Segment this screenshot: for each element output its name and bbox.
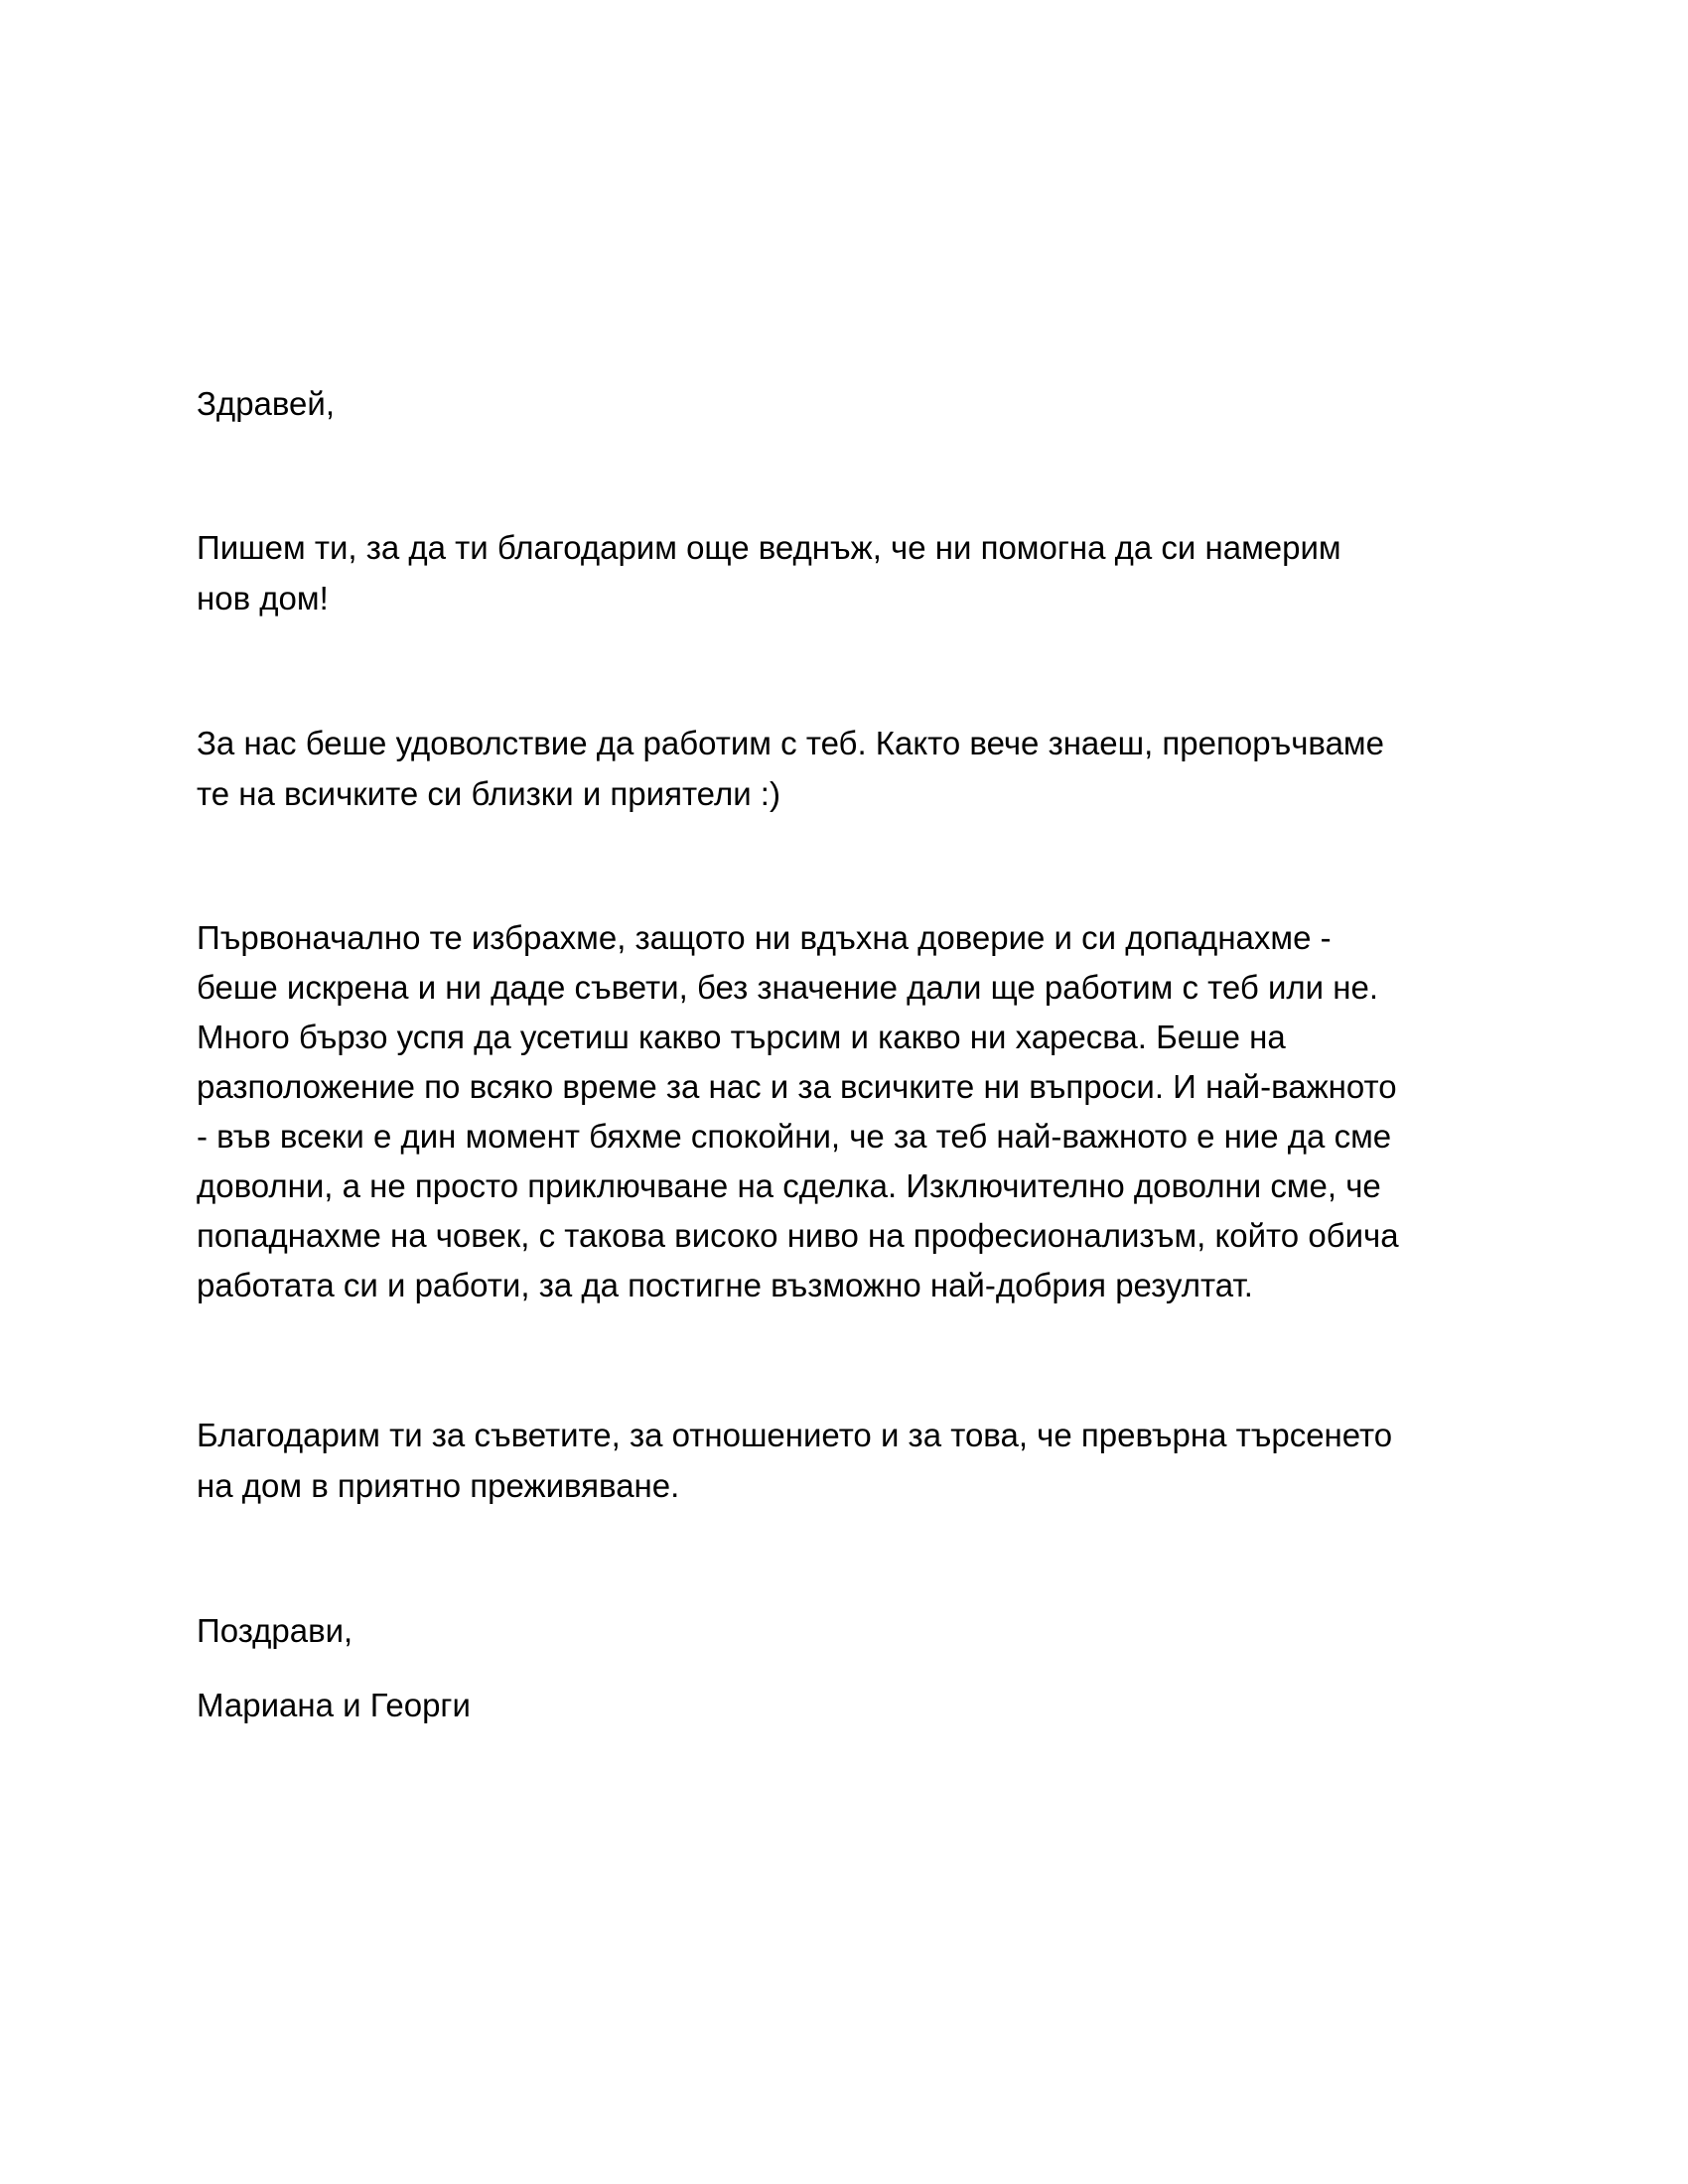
paragraph-line: попаднахме на човек, с такова високо ниво на професионализъм, който обича xyxy=(197,1217,1399,1254)
paragraph-line: Много бързо успя да усетиш какво търсим и какво ни харесва. Беше на xyxy=(197,1019,1286,1055)
paragraph-line: Пишем ти, за да ти благодарим още веднъж, че ни помогна да си намерим xyxy=(197,529,1341,566)
paragraph-line: доволни, а не просто приключване на сделка. Изключително доволни сме, че xyxy=(197,1167,1381,1204)
paragraph-line: нов дом! xyxy=(197,580,329,616)
paragraph-line: те на всичките си близки и приятели :) xyxy=(197,775,780,812)
signature: Мариана и Георги xyxy=(197,1687,471,1723)
paragraph-line: Първоначално те избрахме, защото ни вдъхна доверие и си допаднахме - xyxy=(197,919,1332,956)
greeting: Здравей, xyxy=(197,385,336,422)
paragraph-line: За нас беше удоволствие да работим с теб. Както вече знаеш, препоръчваме xyxy=(197,725,1384,761)
paragraph-line: разположение по всяко време за нас и за всичките ни въпроси. И най-важното xyxy=(197,1068,1397,1105)
closing: Поздрави, xyxy=(197,1612,353,1649)
paragraph-line: на дом в приятно преживяване. xyxy=(197,1467,680,1504)
paragraph-line: работата си и работи, за да постигне възможно най-добрия резултат. xyxy=(197,1267,1253,1303)
paragraph-line: - във всеки е дин момент бяхме спокойни, че за теб най-важното е ние да сме xyxy=(197,1118,1392,1155)
paragraph-line: Благодарим ти за съветите, за отношението и за това, че превърна търсенето xyxy=(197,1417,1393,1453)
paragraph-line: беше искрена и ни даде съвети, без значение дали ще работим с теб или не. xyxy=(197,969,1379,1006)
